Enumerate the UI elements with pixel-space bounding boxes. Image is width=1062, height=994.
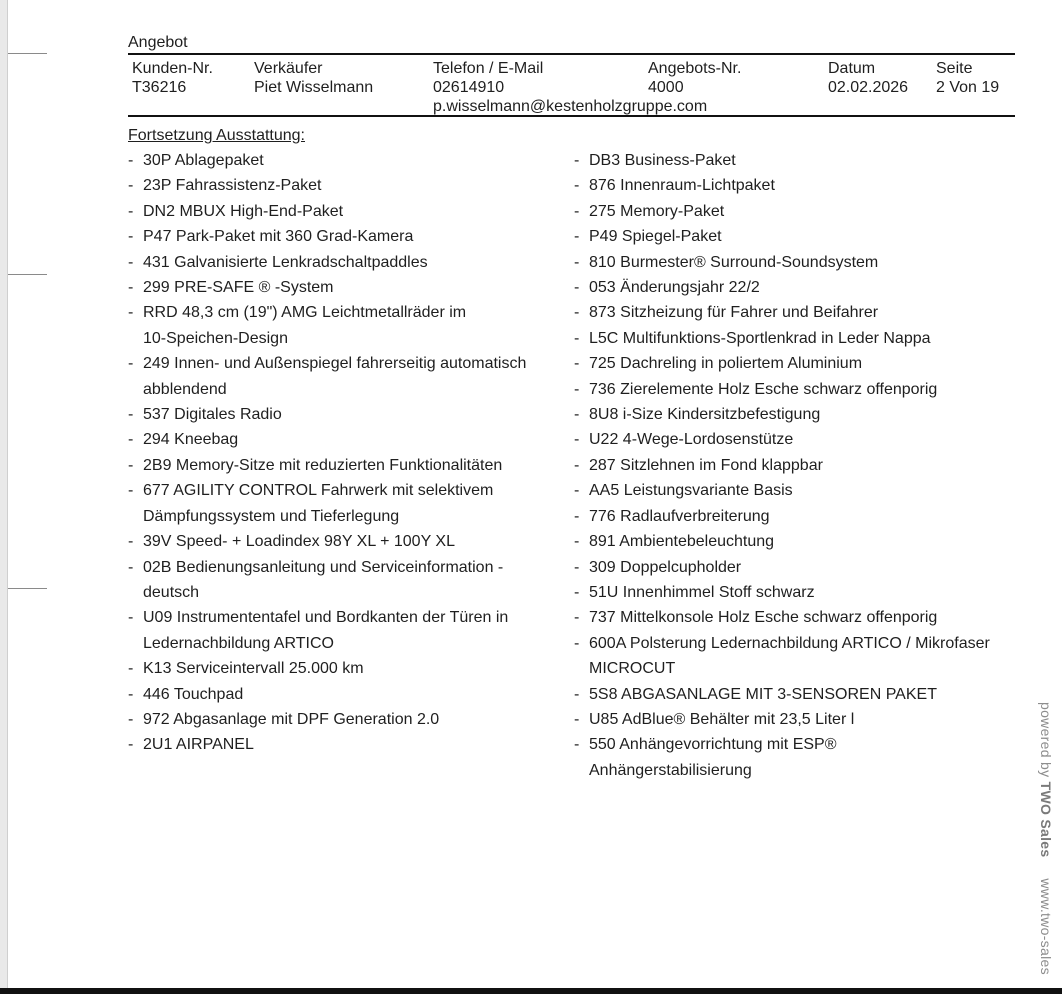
equipment-item-line: - 725 Dachreling in poliertem Aluminium [589,355,863,373]
equipment-item-line: Ledernachbildung ARTICO [143,634,334,652]
equipment-item-line: - U85 AdBlue® Behälter mit 23,5 Liter l [589,710,855,728]
page-label: Seite [936,60,973,77]
powered-by-watermark [1038,702,1054,975]
equipment-item [574,555,1014,580]
equipment-item [574,250,1014,275]
equipment-item [574,402,1014,427]
equipment-item-line: - 39V Speed- + Loadindex 98Y XL + 100Y XL [143,533,455,551]
equipment-item-line: - 294 Kneebag [143,431,239,449]
equipment-item-line: - 600A Polsterung Ledernachbildung ARTICO / Mikrofaser [589,634,990,652]
brand-url: www.two-sales [1038,878,1054,975]
equipment-item-line: MICROCUT [589,660,676,678]
equipment-item-line: - U09 Instrumententafel und Bordkanten der Türen in [143,609,509,627]
equipment-item [574,148,1014,173]
equipment-item [574,478,1014,503]
equipment-item [574,605,1014,630]
equipment-section-title: Fortsetzung Ausstattung: [128,127,305,144]
equipment-item [574,326,1014,351]
margin-tick [8,588,47,589]
equipment-item [128,173,558,198]
equipment-item-line: - 51U Innenhimmel Stoff schwarz [589,583,815,601]
equipment-item [128,453,558,478]
powered-by-text: powered by [1038,702,1054,778]
equipment-item [574,275,1014,300]
equipment-item [128,732,558,757]
equipment-item-line: - 053 Änderungsjahr 22/2 [589,279,760,297]
equipment-item [128,250,558,275]
margin-tick [8,274,47,275]
brand-name: TWO Sales [1038,781,1054,858]
equipment-item-line: - 537 Digitales Radio [143,406,282,424]
equipment-item [574,682,1014,707]
equipment-item-line: - 876 Innenraum-Lichtpaket [589,177,775,195]
equipment-item-line: - 737 Mittelkonsole Holz Esche schwarz offenporig [589,609,938,627]
page-field [936,59,999,97]
equipment-item-line: deutsch [143,583,200,601]
equipment-item-line: - 873 Sitzheizung für Fahrer und Beifahrer [589,304,879,322]
equipment-item [574,732,1014,783]
equipment-item-line: - 23P Fahrassistenz-Paket [143,177,322,195]
equipment-item-line: - K13 Serviceintervall 25.000 km [143,660,364,678]
equipment-item-line: - 249 Innen- und Außenspiegel fahrerseitig automatisch [143,355,527,373]
equipment-item-line: - P47 Park-Paket mit 360 Grad-Kamera [143,228,414,246]
equipment-item [128,402,558,427]
equipment-list-left [128,148,558,758]
equipment-item-line: Anhängerstabilisierung [589,761,752,779]
seller-label: Verkäufer [254,60,323,77]
equipment-item-line: - 446 Touchpad [143,685,244,703]
offer-number-value: 4000 [648,79,684,96]
contact-email: p.wisselmann@kestenholzgruppe.com [433,98,708,115]
equipment-item-line: - 550 Anhängevorrichtung mit ESP® [589,736,837,754]
equipment-item [574,580,1014,605]
seller-field [254,59,373,97]
equipment-item [128,224,558,249]
equipment-item-line: - 891 Ambientebeleuchtung [589,533,775,551]
header-top-rule [128,53,1015,55]
equipment-item [128,529,558,554]
equipment-item [574,173,1014,198]
equipment-item-line: - 972 Abgasanlage mit DPF Generation 2.0 [143,710,440,728]
equipment-item-line: - AA5 Leistungsvariante Basis [589,482,793,500]
equipment-item-line: - 5S8 ABGASANLAGE MIT 3-SENSOREN PAKET [589,685,937,703]
equipment-item [128,478,558,529]
equipment-item-line: Dämpfungssystem und Tieferlegung [143,507,400,525]
equipment-item [128,351,558,402]
equipment-item [128,707,558,732]
equipment-item-line: - 2U1 AIRPANEL [143,736,254,754]
equipment-item-line: - 736 Zierelemente Holz Esche schwarz offenporig [589,380,938,398]
equipment-item-line: - 8U8 i-Size Kindersitzbefestigung [589,406,821,424]
date-label: Datum [828,60,876,77]
equipment-item [574,504,1014,529]
equipment-item-line: - 02B Bedienungsanleitung und Serviceinformation - [143,558,504,576]
equipment-item [574,427,1014,452]
equipment-item [128,427,558,452]
equipment-item-line: - 30P Ablagepaket [143,152,264,169]
equipment-item-line: - 2B9 Memory-Sitze mit reduzierten Funktionalitäten [143,456,503,474]
equipment-item [128,275,558,300]
equipment-item-line: - 776 Radlaufverbreiterung [589,507,770,525]
equipment-item [128,148,558,173]
equipment-item [574,224,1014,249]
equipment-item [128,300,558,351]
customer-number-value: T36216 [132,79,187,96]
page-value: 2 Von 19 [936,79,1000,96]
equipment-item [574,377,1014,402]
date-field [828,59,908,97]
equipment-item-line: - 299 PRE-SAFE ® -System [143,279,334,297]
equipment-item [574,453,1014,478]
equipment-item-line: abblendend [143,380,227,398]
equipment-item [574,351,1014,376]
equipment-item-line: - 275 Memory-Paket [589,202,725,220]
equipment-item [574,707,1014,732]
page-left-border [0,0,7,994]
equipment-item-line: - L5C Multifunktions-Sportlenkrad in Leder Nappa [589,329,931,347]
bottom-dark-bar [0,988,1062,994]
equipment-item-line: - 677 AGILITY CONTROL Fahrwerk mit selektivem [143,482,494,500]
seller-value: Piet Wisselmann [254,79,374,96]
equipment-item-line: - 810 Burmester® Surround-Soundsystem [589,253,879,271]
contact-label: Telefon / E-Mail [433,60,544,77]
margin-tick [8,53,47,54]
equipment-item [128,555,558,606]
equipment-item [128,605,558,656]
document-type-label: Angebot [128,34,188,51]
equipment-item [574,300,1014,325]
equipment-list-right [574,148,1014,783]
equipment-item [574,199,1014,224]
offer-number-field [648,59,741,97]
equipment-item [128,199,558,224]
equipment-item [574,631,1014,682]
equipment-item-line: - DB3 Business-Paket [589,152,736,169]
equipment-item-line: - P49 Spiegel-Paket [589,228,722,246]
equipment-item-line: - 287 Sitzlehnen im Fond klappbar [589,456,823,474]
page-left-border-line [7,0,8,994]
equipment-item-line: - U22 4-Wege-Lordosenstütze [589,431,794,449]
equipment-item-line: - RRD 48,3 cm (19") AMG Leichtmetallräder im [143,304,467,322]
equipment-item-line: - 431 Galvanisierte Lenkradschaltpaddles [143,253,428,271]
equipment-item [574,529,1014,554]
equipment-item-line: - 309 Doppelcupholder [589,558,742,576]
customer-number-label: Kunden-Nr. [132,60,213,77]
equipment-item [128,682,558,707]
header-bottom-rule [128,115,1015,117]
contact-phone: 02614910 [433,79,505,96]
equipment-item-line: 10-Speichen-Design [143,329,288,347]
customer-number-field [132,59,213,97]
equipment-item [128,656,558,681]
equipment-item-line: - DN2 MBUX High-End-Paket [143,202,344,220]
offer-number-label: Angebots-Nr. [648,60,742,77]
date-value: 02.02.2026 [828,79,909,96]
